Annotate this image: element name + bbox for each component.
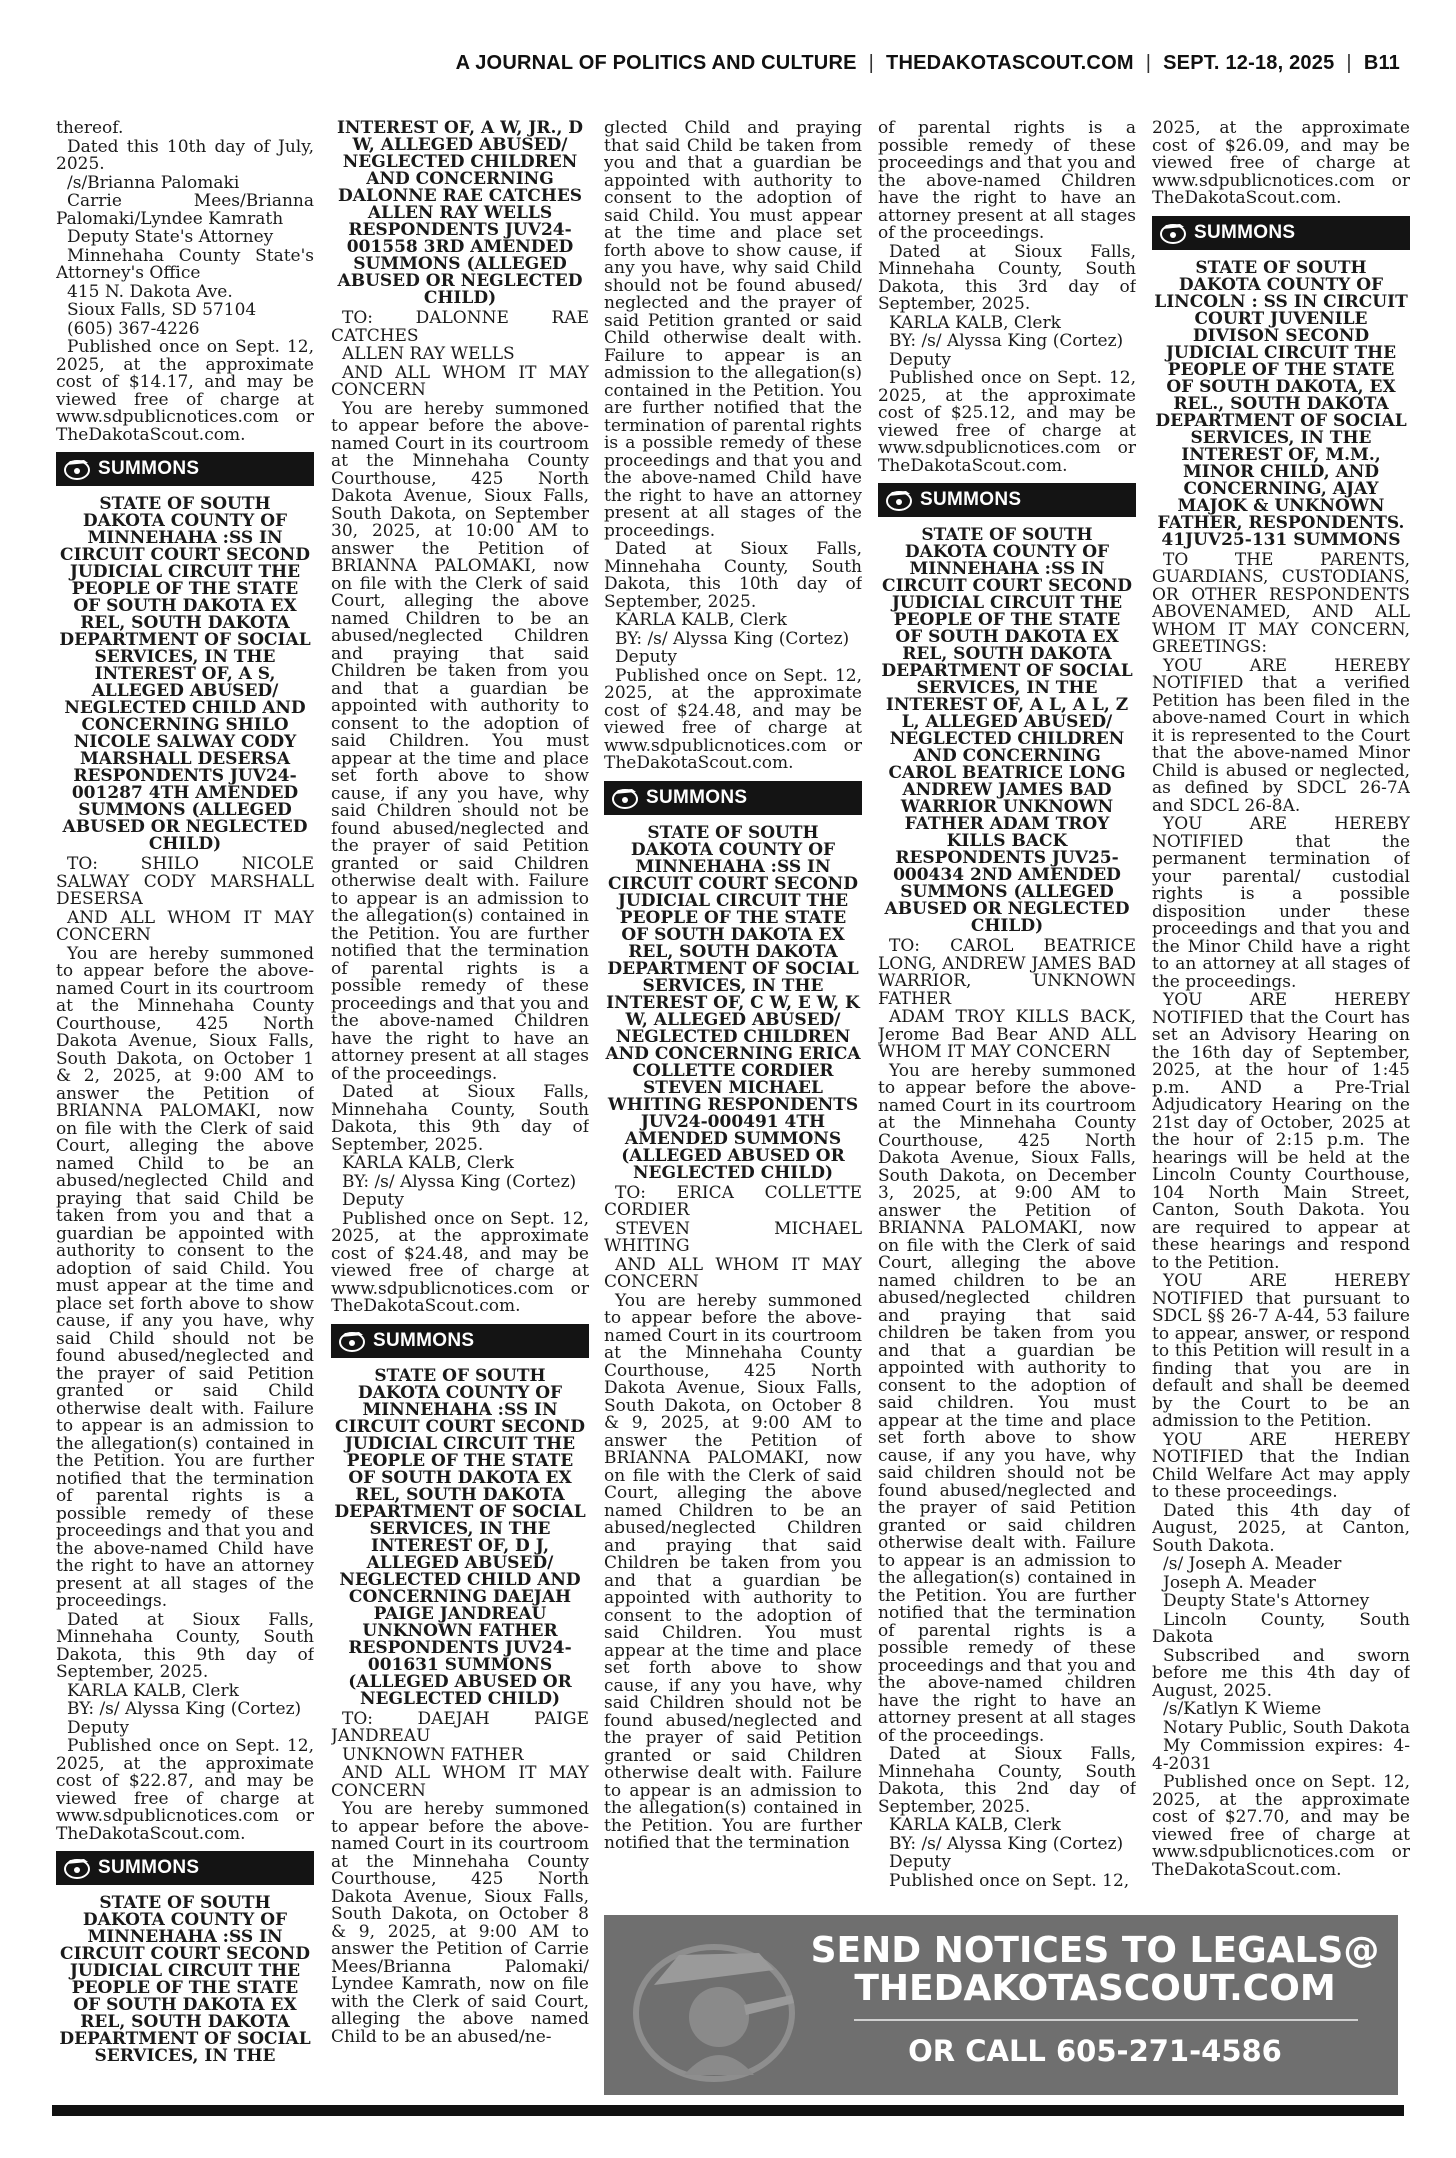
notice-text: ALLEN RAY WELLS xyxy=(342,344,515,364)
notice-text: Minnehaha County State's Attorney's Office xyxy=(56,245,314,283)
issue-date: SEPT. 12-18, 2025 xyxy=(1163,51,1335,74)
header-separator: | xyxy=(868,51,875,74)
notice-text: Deputy xyxy=(615,647,677,667)
ad-headline: SEND NOTICES TO LEGALS@ xyxy=(810,1930,1380,1971)
notice-text: Subscribed and sworn before me this 4th day of August, 2025. xyxy=(1152,1645,1410,1701)
notice-text: AND ALL WHOM IT MAY CONCERN xyxy=(56,907,314,945)
notice-text: AND ALL WHOM IT MAY CONCERN xyxy=(331,362,589,400)
notice-text: UNKNOWN FATHER xyxy=(342,1744,524,1765)
publication-note: Published once on Sept. 12, 2025, at the approximate cost of $24.48, and may be viewed free of charge at www.sdpublicnotices.com or TheDakotaScout.com. xyxy=(331,1208,589,1316)
notice-text: /s/Katlyn K Wieme xyxy=(1163,1699,1322,1719)
notice-text: BY: /s/ Alyssa King (Cortez) xyxy=(342,1171,577,1192)
summons-header-bar xyxy=(331,1324,589,1358)
summons-header-bar xyxy=(56,452,314,486)
case-caption: STATE OF SOUTH DAKOTA COUNTY OF MINNEHAHA :SS IN CIRCUIT COURT SECOND JUDICIAL CIRCUIT THE PEOPLE OF THE STATE OF SOUTH DAKOTA EX REL, SOUTH DAKOTA DEPARTMENT OF SOCIAL SERVICES, IN THE INTEREST OF, A L, A L, Z L, ALLEGED ABUSED/ NEGLECTED CHILDREN AND CONCERNING CAROL BEATRICE LONG ANDREW JAMES BAD WARRIOR UNKNOWN FATHER ADAM TROY KILLS BACK RESPONDENTS JUV25-000434 2ND AMENDED SUMMONS (ALLEGED ABUSED OR NEGLECTED CHILD) xyxy=(881,525,1133,936)
notice-text: Joseph A. Meader xyxy=(1163,1572,1316,1593)
scout-logo-icon xyxy=(56,452,98,486)
scout-mascot-logo xyxy=(624,1925,804,2085)
notice-text: Dated at Sioux Falls, Minnehaha County, South Dakota, this 3rd day of September, 2025. xyxy=(878,241,1136,314)
publication-note: Published once on Sept. 12, xyxy=(889,1870,1130,1891)
ad-divider xyxy=(854,2019,1358,2021)
notice-text: KARLA KALB, Clerk xyxy=(67,1680,239,1701)
case-caption: STATE OF SOUTH DAKOTA COUNTY OF MINNEHAHA :SS IN CIRCUIT COURT SECOND JUDICIAL CIRCUIT THE PEOPLE OF THE STATE OF SOUTH DAKOTA EX REL, SOUTH DAKOTA DEPARTMENT OF SOCIAL SERVICES, IN THE xyxy=(59,1893,311,2066)
publication-note: Published once on Sept. 12, 2025, at the approximate cost of $27.70, and may be viewed free of charge at www.sdpublicnotices.com or TheDakotaScout.com. xyxy=(1152,1772,1410,1880)
notice-text: KARLA KALB, Clerk xyxy=(889,312,1061,333)
publication-note: 2025, at the approximate cost of $26.09, and may be viewed free of charge at www.sdpublicnotices.com or TheDakotaScout.com. xyxy=(1152,120,1410,208)
notice-text: Deputy xyxy=(889,349,951,370)
notice-text: Sioux Falls, SD 57104 xyxy=(67,300,257,320)
publication-note: Published once on Sept. 12, 2025, at the approximate cost of $25.12, and may be viewed free of charge at www.sdpublicnotices.com or TheDakotaScout.com. xyxy=(878,368,1136,476)
column-4 xyxy=(878,120,1136,1910)
notice-text: of parental rights is a possible remedy of these proceedings and that you and the above-named Children have the right to have an attorney present at all stages of the proceedings. xyxy=(878,120,1136,243)
case-caption: STATE OF SOUTH DAKOTA COUNTY OF MINNEHAHA :SS IN CIRCUIT COURT SECOND JUDICIAL CIRCUIT THE PEOPLE OF THE STATE OF SOUTH DAKOTA EX REL, SOUTH DAKOTA DEPARTMENT OF SOCIAL SERVICES, IN THE INTEREST OF, D J, ALLEGED ABUSED/ NEGLECTED CHILD AND CONCERNING DAEJAH PAIGE JANDREAU UNKNOWN FATHER RESPONDENTS JUV24-001631 SUMMONS (ALLEGED ABUSED OR NEGLECTED CHILD) xyxy=(334,1365,586,1709)
journal-tagline: A JOURNAL OF POLITICS AND CULTURE xyxy=(455,51,857,74)
case-caption: STATE OF SOUTH DAKOTA COUNTY OF MINNEHAHA :SS IN CIRCUIT COURT SECOND JUDICIAL CIRCUIT THE PEOPLE OF THE STATE OF SOUTH DAKOTA EX REL, SOUTH DAKOTA DEPARTMENT OF SOCIAL SERVICES, IN THE INTEREST OF, C W, E W, K W, ALLEGED ABUSED/ NEGLECTED CHILDREN AND CONCERNING ERICA COLLETTE CORDIER STEVEN MICHAEL WHITING RESPONDENTS JUV24-000491 4TH AMENDED SUMMONS (ALLEGED ABUSED OR NEGLECTED CHILD) xyxy=(605,822,861,1183)
scout-logo-icon xyxy=(878,483,920,517)
scout-logo-icon xyxy=(56,1851,98,1885)
column-3 xyxy=(604,120,862,2095)
column-1 xyxy=(56,120,314,2095)
notice-text: TO: DAEJAH PAIGE JANDREAU xyxy=(331,1708,589,1746)
notice-body: YOU ARE HEREBY NOTIFIED that the permanent termination of your parental/ custodial rights is a possible disposition under these proceedings and that you and the Minor Child have a right to an attorney at all stages of the proceedings. xyxy=(1152,814,1410,992)
notice-text: Deputy xyxy=(889,1852,951,1872)
notice-text: TO: DALONNE RAE CATCHES xyxy=(331,308,589,346)
publication-note: Published once on Sept. 12, 2025, at the approximate cost of $14.17, and may be viewed free of charge at www.sdpublicnotices.com or TheDakotaScout.com. xyxy=(56,337,314,445)
notice-body: You are hereby summoned to appear before the above-named Court in its courtroom at the Minnehaha County Courthouse, 425 North Dakota Avenue, Sioux Falls, South Dakota, on September 30, 2025, at 10:00 AM to answer the Petition of BRIANNA PALOMAKI, now on file with the Clerk of said Court, alleging the above named Children to be an abused/neglected Children and praying that said Children be taken from you and that a guardian be appointed with authority to consent to the adoption of said Children. You must appear at the time and place set forth above to show cause, if any you have, why said Children should not be found abused/neglected and the prayer of said Petition granted or said Children otherwise dealt with. Failure to appear is an admission to the allegation(s) contained in the Petition. You are further notified that the termination of parental rights is a possible remedy of these proceedings and that you and the above-named Children have the right to have an attorney present at all stages of the proceedings. xyxy=(331,398,589,1084)
notice-text: BY: /s/ Alyssa King (Cortez) xyxy=(889,331,1124,351)
notice-text: STEVEN MICHAEL WHITING xyxy=(604,1218,862,1256)
section-label: SUMMONS xyxy=(98,1857,200,1879)
notice-body: You are hereby summoned to appear before the above-named Court in its courtroom at the Minnehaha County Courthouse, 425 North Dakota Avenue, Sioux Falls, South Dakota, on October 8 & 9, 2025, at 9:00 AM to answer the Petition of BRIANNA PALOMAKI, now on file with the Clerk of said Court, alleging the above named Children to be an abused/neglected Children and praying that said Children be taken from you and that a guardian be appointed with authority to consent to the adoption of said Children. You must appear at the time and place set forth above to show cause, if any you have, why said Children should not be found abused/neglected and the prayer of said Petition granted or said Children otherwise dealt with. Failure to appear is an admission to the allegation(s) contained in the Petition. You are further notified that the termination xyxy=(604,1290,862,1853)
notice-text: BY: /s/ Alyssa King (Cortez) xyxy=(889,1833,1124,1854)
summons-header-bar xyxy=(604,781,862,815)
summons-header-bar xyxy=(1152,216,1410,250)
column-2 xyxy=(331,120,589,2095)
notice-text: Deputy xyxy=(67,1717,129,1738)
notice-text: BY: /s/ Alyssa King (Cortez) xyxy=(615,628,850,649)
notice-text: ADAM TROY KILLS BACK, Jerome Bad Bear AND ALL WHOM IT MAY CONCERN xyxy=(878,1007,1136,1062)
notice-text: Carrie Mees/Brianna Palomaki/Lyndee Kamrath xyxy=(56,191,314,229)
notice-text: KARLA KALB, Clerk xyxy=(342,1153,514,1173)
ad-email-domain: THEDAKOTASCOUT.COM xyxy=(854,1968,1336,2009)
notice-text: Notary Public, South Dakota xyxy=(1163,1717,1410,1738)
notice-text: KARLA KALB, Clerk xyxy=(615,610,787,630)
publication-note: Published once on Sept. 12, 2025, at the approximate cost of $24.48, and may be viewed free of charge at www.sdpublicnotices.com or TheDakotaScout.com. xyxy=(604,665,862,773)
case-caption: INTEREST OF, A W, JR., D W, ALLEGED ABUSED/ NEGLECTED CHILDREN AND CONCERNING DALONNE RAE CATCHES ALLEN RAY WELLS RESPONDENTS JUV24-001558 3RD AMENDED SUMMONS (ALLEGED ABUSED OR NEGLECTED CHILD) xyxy=(336,120,584,308)
case-caption: STATE OF SOUTH DAKOTA COUNTY OF MINNEHAHA :SS IN CIRCUIT COURT SECOND JUDICIAL CIRCUIT THE PEOPLE OF THE STATE OF SOUTH DAKOTA EX REL, SOUTH DAKOTA DEPARTMENT OF SOCIAL SERVICES, IN THE INTEREST OF, A S, ALLEGED ABUSED/ NEGLECTED CHILD AND CONCERNING SHILO NICOLE SALWAY CODY MARSHALL DESERSA RESPONDENTS JUV24-001287 4TH AMENDED SUMMONS (ALLEGED ABUSED OR NEGLECTED CHILD) xyxy=(59,494,311,854)
page-number: B11 xyxy=(1363,51,1400,74)
notice-text: Deputy State's Attorney xyxy=(67,227,274,247)
notice-text: Dated at Sioux Falls, Minnehaha County, South Dakota, this 10th day of September, 2025. xyxy=(604,539,862,612)
scout-logo-icon xyxy=(604,781,646,815)
page-header xyxy=(56,48,1400,78)
summons-header-bar xyxy=(56,1851,314,1885)
notice-text: Lincoln County, South Dakota xyxy=(1152,1609,1410,1647)
notice-text: TO: CAROL BEATRICE LONG, ANDREW JAMES BAD WARRIOR, UNKNOWN FATHER xyxy=(878,936,1136,1009)
summons-header-bar xyxy=(878,483,1136,517)
notice-text: thereof. xyxy=(56,120,124,138)
notice-text: TO: ERICA COLLETTE CORDIER xyxy=(604,1182,862,1220)
section-label: SUMMONS xyxy=(98,458,200,480)
notice-text: KARLA KALB, Clerk xyxy=(889,1815,1061,1835)
scout-logo-icon xyxy=(331,1324,373,1358)
notice-text: Deupty State's Attorney xyxy=(1163,1591,1370,1611)
section-label: SUMMONS xyxy=(646,786,748,808)
column-5 xyxy=(1152,120,1410,1910)
header-separator: | xyxy=(1145,51,1152,74)
notice-text: /s/Brianna Palomaki xyxy=(67,172,240,193)
notice-text: TO THE PARENTS, GUARDIANS, CUSTODIANS, OR OTHER RESPONDENTS ABOVENAMED, AND ALL WHOM IT MAY CONCERN, GREETINGS: xyxy=(1152,549,1410,657)
notice-text: My Commission expires: 4-4-2031 xyxy=(1152,1736,1410,1774)
notice-text: BY: /s/ Alyssa King (Cortez) xyxy=(67,1699,302,1719)
publication-note: Published once on Sept. 12, 2025, at the approximate cost of $22.87, and may be viewed free of charge at www.sdpublicnotices.com or TheDakotaScout.com. xyxy=(56,1736,314,1844)
header-separator: | xyxy=(1346,51,1352,74)
notice-text: Dated at Sioux Falls, Minnehaha County, South Dakota, this 9th day of September, 2025. xyxy=(331,1082,589,1155)
notice-body: You are hereby summoned to appear before the above-named Court in its courtroom at the Minnehaha County Courthouse, 425 North Dakota Avenue, Sioux Falls, South Dakota, on October 8 & 9, 2025, at 9:00 AM to answer the Petition of Carrie Mees/Brianna Palomaki/ Lyndee Kamrath, now on file with the Clerk of said Court, alleging the above named Child to be an abused/ne- xyxy=(331,1799,589,2047)
notice-text: Dated this 10th day of July, 2025. xyxy=(56,136,314,174)
notice-body: YOU ARE HEREBY NOTIFIED that the Court has set an Advisory Hearing on the 16th day of September, 2025, at the hour of 1:45 p.m. AND a Pre-Trial Adjudicatory Hearing on the 21st day of October, 2025 at the hour of 2:15 p.m. The hearings will be held at the Lincoln County Courthouse, 104 North Main Street, Canton, South Dakota. You are required to appear at these hearings and respond to the Petition. xyxy=(1152,990,1410,1273)
notice-body: You are hereby summoned to appear before the above-named Court in its courtroom at the Minnehaha County Courthouse, 425 North Dakota Avenue, Sioux Falls, South Dakota, on October 1 & 2, 2025, at 9:00 AM to answer the Petition of BRIANNA PALOMAKI, now on file with the Clerk of said Court, alleging the above named Child to be an abused/neglected Child and praying that said Child be taken from you and that a guardian be appointed with authority to consent to the adoption of said Child. You must appear at the time and place set forth above to show cause, if any you have, why said Child should not be found abused/neglected and the prayer of said Petition granted or said Child otherwise dealt with. Failure to appear is an admission to the allegation(s) contained in the Petition. You are further notified that the termination of parental rights is a possible remedy of these proceedings and that you and the above-named Child have the right to have an attorney present at all stages of the proceedings. xyxy=(56,943,314,1611)
legals-advertisement xyxy=(604,1915,1398,2095)
notice-text: AND ALL WHOM IT MAY CONCERN xyxy=(331,1763,589,1801)
notice-body: glected Child and praying that said Child be taken from you and that a guardian be appointed with authority to consent to the adoption of said Child. You must appear at the time and place set forth above to show cause, if any you have, why said Child should not be found abused/ neglected and the prayer of said Petition granted or said Child otherwise dealt with. Failure to appear is an admission to the allegation(s) contained in the Petition. You are further notified that the termination of parental rights is a possible remedy of these proceedings and that you and the above-named Child have the right to have an attorney present at all stages of the proceedings. xyxy=(604,120,862,541)
section-label: SUMMONS xyxy=(373,1329,475,1351)
case-caption: STATE OF SOUTH DAKOTA COUNTY OF LINCOLN : SS IN CIRCUIT COURT JUVENILE DIVISON SECOND JUDICIAL CIRCUIT THE PEOPLE OF THE STATE OF SOUTH DAKOTA, EX REL., SOUTH DAKOTA DEPARTMENT OF SOCIAL SERVICES, IN THE INTEREST OF, M.M., MINOR CHILD, AND CONCERNING, AJAY MAJOK & UNKNOWN FATHER, RESPONDENTS. 41JUV25-131 SUMMONS xyxy=(1154,257,1408,550)
notice-text: 415 N. Dakota Ave. xyxy=(67,281,233,302)
section-label: SUMMONS xyxy=(920,489,1022,511)
notice-body: You are hereby summoned to appear before the above-named Court in its courtroom at the Minnehaha County Courthouse, 425 North Dakota Avenue, Sioux Falls, South Dakota, on December 3, 2025, at 9:00 AM to answer the Petition of BRIANNA PALOMAKI, now on file with the Clerk of said Court, alleging the above named children to be an abused/neglected children and praying that said children be taken from you and that a guardian be appointed with authority to consent to the adoption of said children. You must appear at the time and place set forth above to show cause, if any you have, why said children should not be found abused/neglected and the prayer of said Petition granted or said children otherwise dealt with. Failure to appear is an admission to the allegation(s) contained in the Petition. You are further notified that the termination of parental rights is a possible remedy of these proceedings and that you and the above-named children have the right to have an attorney present at all stages of the proceedings. xyxy=(878,1060,1136,1746)
notice-text: Deputy xyxy=(342,1190,404,1210)
notice-text: (605) 367-4226 xyxy=(67,318,200,339)
notice-text: Dated this 4th day of August, 2025, at Canton, South Dakota. xyxy=(1152,1500,1410,1556)
notice-text: Dated at Sioux Falls, Minnehaha County, South Dakota, this 9th day of September, 2025. xyxy=(56,1609,314,1682)
ad-phone: OR CALL 605-271-4586 xyxy=(908,2034,1282,2068)
notice-body: YOU ARE HEREBY NOTIFIED that a verified Petition has been filed in the above-named Court in which it is represented to the Court that the above-named Minor Child is abused or neglected, as defined by SDCL 26-7A and SDCL 26-8A. xyxy=(1152,655,1410,816)
notice-body: YOU ARE HEREBY NOTIFIED that pursuant to SDCL §§ 26-7 A-44, 53 failure to appear, answer, or respond to this Petition will result in a finding that you are in default and shall be deemed by the Court to be an admission to the Petition. xyxy=(1152,1271,1410,1431)
site-name: THEDAKOTASCOUT.COM xyxy=(886,51,1134,74)
footer-rule xyxy=(52,2105,1404,2116)
notice-body: YOU ARE HEREBY NOTIFIED that the Indian Child Welfare Act may apply to these proceedings. xyxy=(1152,1429,1410,1502)
scout-logo-icon xyxy=(1152,216,1194,250)
notice-text: /s/ Joseph A. Meader xyxy=(1163,1554,1342,1574)
notice-text: AND ALL WHOM IT MAY CONCERN xyxy=(604,1254,862,1292)
section-label: SUMMONS xyxy=(1194,221,1296,243)
notice-text: Dated at Sioux Falls, Minnehaha County, South Dakota, this 2nd day of September, 2025. xyxy=(878,1744,1136,1817)
notice-text: TO: SHILO NICOLE SALWAY CODY MARSHALL DESERSA xyxy=(56,854,314,909)
